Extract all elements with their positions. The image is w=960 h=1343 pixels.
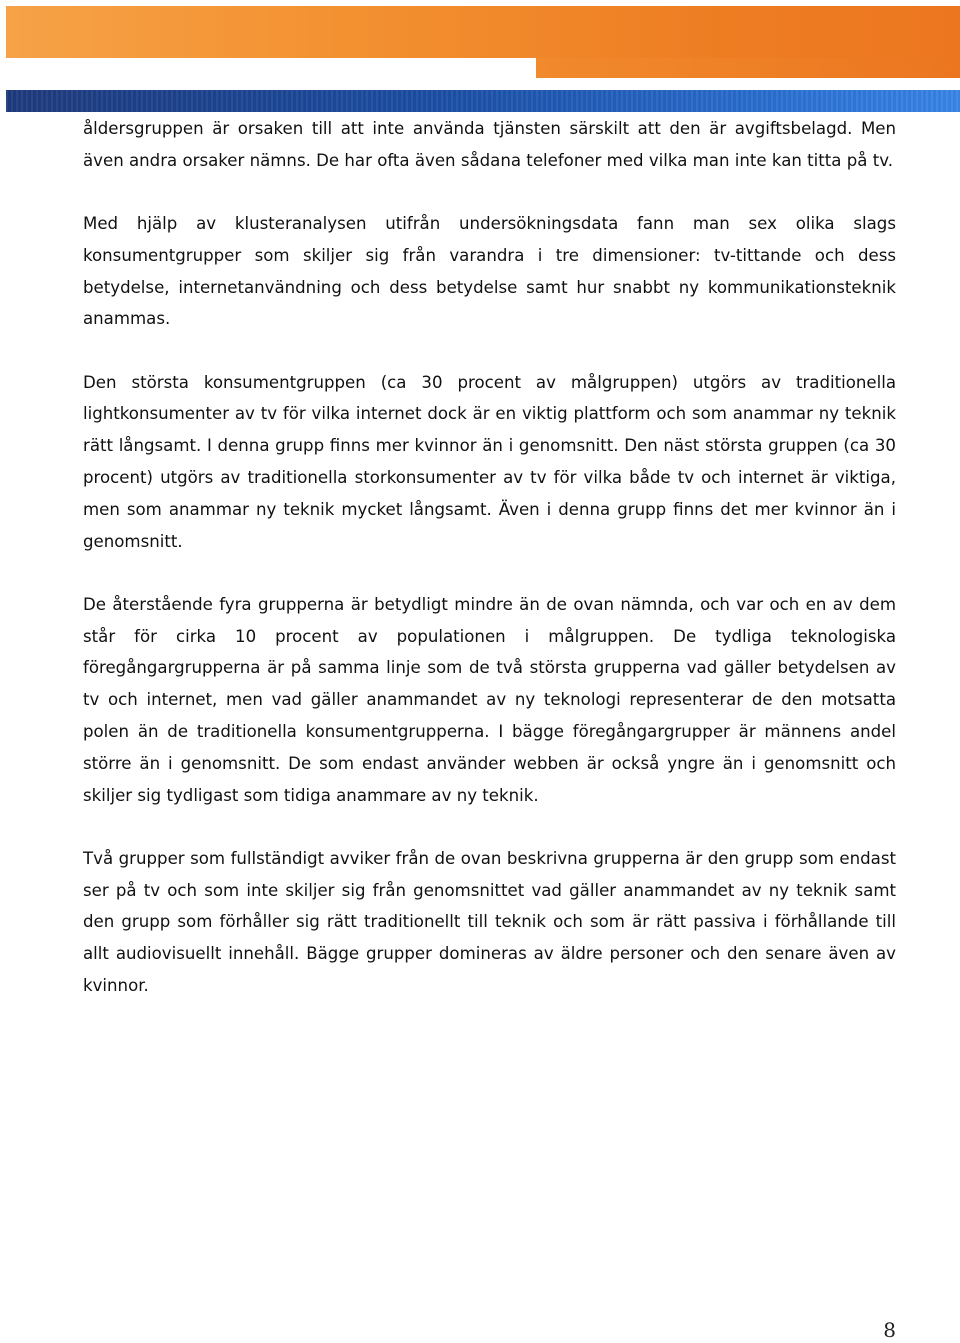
page-number: 8 [883,1318,896,1342]
header-banner [6,6,960,108]
paragraph-3: Den största konsumentgruppen (ca 30 procent av målgruppen) utgörs av traditionella lightkonsumenter av tv för vilka internet dock är en viktig plattform och som anammar ny teknik rätt långsamt. I denna grupp finns mer kvinnor än i genomsnitt. Den näst största gruppen (ca 30 procent) utgörs av traditionella storkonsumenter av tv för vilka både tv och internet är viktiga, men som anammar ny teknik mycket långsamt. Även i denna grupp finns det mer kvinnor än i genomsnitt. [83,372,896,551]
paragraph-2: Med hjälp av klusteranalysen utifrån undersökningsdata fann man sex olika slags konsumentgrupper som skiljer sig från varandra i tre dimensioner: tv-tittande och dess betydelse, internetanvändning och dess betydelse samt hur snabbt ny kommunikationsteknik anammas. [83,213,896,329]
header-orange-stripe [6,6,960,58]
paragraph-1: åldersgruppen är orsaken till att inte använda tjänsten särskilt att den är avgiftsbelagd. Men även andra orsaker nämns. De har ofta även sådana telefoner med vilka man inte kan titta på tv. [83,119,896,170]
paragraph-4: De återstående fyra grupperna är betydligt mindre än de ovan nämnda, och var och en av dem står för cirka 10 procent av populationen i målgruppen. De tydliga teknologiska föregångargrupperna är på samma linje som de två största grupperna vad gäller betydelsen av tv och internet, men vad gäller anammandet av ny teknologi representerar de den motsatta polen än de traditionella konsumentgrupperna. I bägge föregångargrupper är männens andel större än i genomsnitt. De som endast använder webben är också yngre än i genomsnitt och skiljer sig tydligast som tidiga anammare av ny teknik. [83,594,896,805]
paragraph-5: Två grupper som fullständigt avviker från de ovan beskrivna grupperna är den grupp som endast ser på tv och som inte skiljer sig från genomsnittet vad gäller anammandet av ny teknik samt den grupp som förhåller sig rätt traditionellt till teknik och som är rätt passiva i förhållande till allt audiovisuellt innehåll. Bägge grupper domineras av äldre personer och den senare även av kvinnor. [83,848,896,995]
header-orange-tab [536,58,960,78]
document-body [83,113,896,1033]
header-blue-stripe [6,90,960,112]
